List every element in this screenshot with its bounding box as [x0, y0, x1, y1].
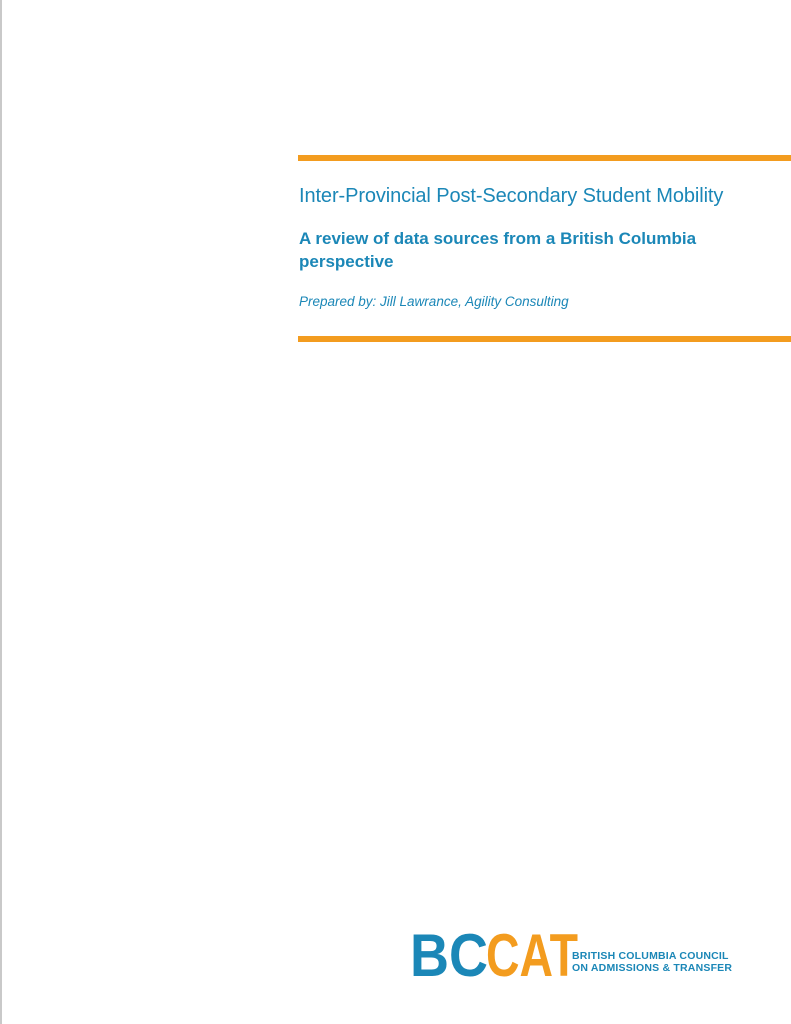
logo-org-line-2: ON ADMISSIONS & TRANSFER — [572, 962, 733, 974]
logo-org-line-1: BRITISH COLUMBIA COUNCIL — [572, 950, 729, 962]
bottom-orange-rule — [298, 336, 791, 342]
document-subtitle: A review of data sources from a British Columbia perspective — [299, 229, 697, 271]
page-edge — [0, 0, 2, 1024]
logo-mark-cat: CAT — [486, 922, 578, 989]
document-title: Inter-Provincial Post-Secondary Student Mobility — [299, 185, 724, 207]
logo-mark-bc: BC — [410, 922, 488, 989]
top-orange-rule — [298, 155, 791, 161]
prepared-by: Prepared by: Jill Lawrance, Agility Consulting — [299, 294, 569, 309]
logo-org-name — [572, 950, 750, 974]
bccat-logo-mark — [410, 922, 580, 989]
bccat-logo — [410, 922, 750, 989]
